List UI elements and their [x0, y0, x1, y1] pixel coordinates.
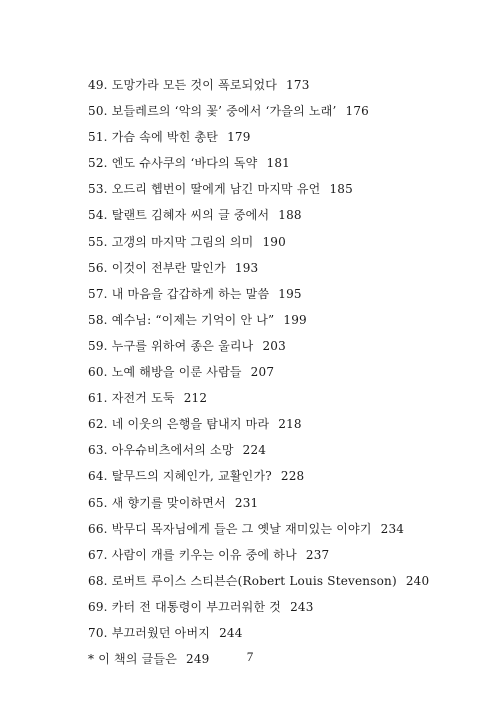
toc-entry-page: 176 — [345, 104, 370, 119]
toc-entry-page: 240 — [405, 573, 430, 588]
toc-entry-title: 53. 오드리 헵번이 딸에게 남긴 마지막 유언 — [88, 182, 321, 197]
toc-entry-title: * 이 책의 글들은 — [88, 652, 177, 667]
toc-entry — [88, 281, 488, 307]
toc-entry-title: 67. 사람이 개를 키우는 이유 중에 하나 — [88, 547, 297, 562]
toc-entry — [88, 202, 488, 228]
toc-entry — [88, 255, 488, 281]
toc-entry-page: 190 — [262, 234, 286, 249]
toc-entry-title: 50. 보들레르의 ‘악의 꽃’ 중에서 ‘가을의 노래’ — [88, 104, 337, 119]
toc-entry-title: 51. 가슴 속에 박힌 총탄 — [88, 130, 219, 145]
page-number: 7 — [246, 649, 254, 664]
toc-entry — [88, 437, 488, 463]
toc-entry-page: 203 — [262, 338, 286, 353]
toc-entry-title: 63. 아우슈비츠에서의 소망 — [88, 443, 234, 458]
toc-entry — [88, 98, 488, 124]
toc-entry — [88, 150, 488, 176]
toc-entry-title: 49. 도망가라 모든 것이 폭로되었다 — [88, 78, 278, 92]
toc-entry-title: 56. 이것이 전부란 말인가 — [88, 260, 226, 275]
toc-entry-title: 65. 새 향기를 맞이하면서 — [88, 495, 226, 510]
table-of-contents — [88, 72, 488, 672]
toc-entry-page: 249 — [186, 652, 210, 667]
toc-entry-title: 61. 자전거 도둑 — [88, 391, 175, 406]
toc-entry-title: 52. 엔도 슈사쿠의 ‘바다의 독약 — [88, 156, 258, 171]
toc-entry-title: 68. 로버트 루이스 스티븐슨(Robert Louis Stevenson) — [88, 573, 397, 588]
toc-entry — [88, 124, 488, 150]
toc-entry — [88, 333, 488, 359]
toc-entry — [88, 490, 488, 516]
toc-entry-title: 60. 노예 해방을 이룬 사람들 — [88, 365, 242, 380]
toc-entry — [88, 385, 488, 411]
toc-entry-page: 195 — [278, 286, 302, 301]
toc-entry-page: 231 — [234, 495, 259, 510]
toc-entry — [88, 594, 488, 620]
toc-entry — [88, 307, 488, 333]
toc-entry-page: 181 — [266, 156, 290, 171]
toc-entry — [88, 229, 488, 255]
toc-entry-page: 228 — [280, 469, 305, 484]
toc-entry-page: 244 — [219, 625, 243, 640]
toc-entry-page: 243 — [290, 599, 314, 614]
toc-entry-page: 212 — [183, 391, 208, 406]
toc-entry — [88, 176, 488, 202]
toc-entry-title: 58. 예수님: “이제는 기억이 안 나” — [88, 312, 275, 327]
toc-entry-title: 64. 탈무드의 지혜인가, 교활인가? — [88, 469, 272, 484]
toc-entry — [88, 568, 488, 594]
toc-entry-title: 59. 누구를 위하여 종은 울리나 — [88, 338, 254, 353]
toc-entry-page: 188 — [278, 208, 302, 223]
toc-entry-page: 234 — [380, 521, 405, 536]
toc-entry-title: 57. 내 마음을 갑갑하게 하는 말씀 — [88, 286, 270, 301]
toc-entry-page: 185 — [329, 182, 353, 197]
toc-entry-title: 69. 카터 전 대통령이 부끄러워한 것 — [88, 599, 282, 614]
toc-entry — [88, 359, 488, 385]
toc-entry — [88, 411, 488, 437]
toc-entry-page: 193 — [234, 260, 259, 275]
toc-entry-title: 62. 네 이웃의 은행을 탐내지 마라 — [88, 417, 270, 432]
toc-entry-title: 55. 고갱의 마지막 그림의 의미 — [88, 234, 254, 249]
toc-entry — [88, 542, 488, 568]
toc-entry — [88, 620, 488, 646]
toc-entry — [88, 463, 488, 489]
toc-entry-page: 199 — [283, 312, 307, 327]
toc-entry-title: 54. 탈랜트 김혜자 씨의 글 중에서 — [88, 208, 270, 223]
toc-entry-page: 179 — [227, 130, 251, 145]
toc-entry-page: 237 — [305, 547, 330, 562]
toc-entry — [88, 516, 488, 542]
toc-entry-page: 173 — [286, 78, 310, 92]
toc-entry-page: 224 — [242, 443, 267, 458]
toc-entry-title: 66. 박무디 목자님에게 들은 그 옛날 재미있는 이야기 — [88, 521, 372, 536]
toc-entry — [88, 72, 488, 98]
toc-entry-page: 218 — [278, 417, 302, 432]
toc-entry-page: 207 — [250, 365, 275, 380]
toc-entry-title: 70. 부끄러웠던 아버지 — [88, 625, 211, 640]
